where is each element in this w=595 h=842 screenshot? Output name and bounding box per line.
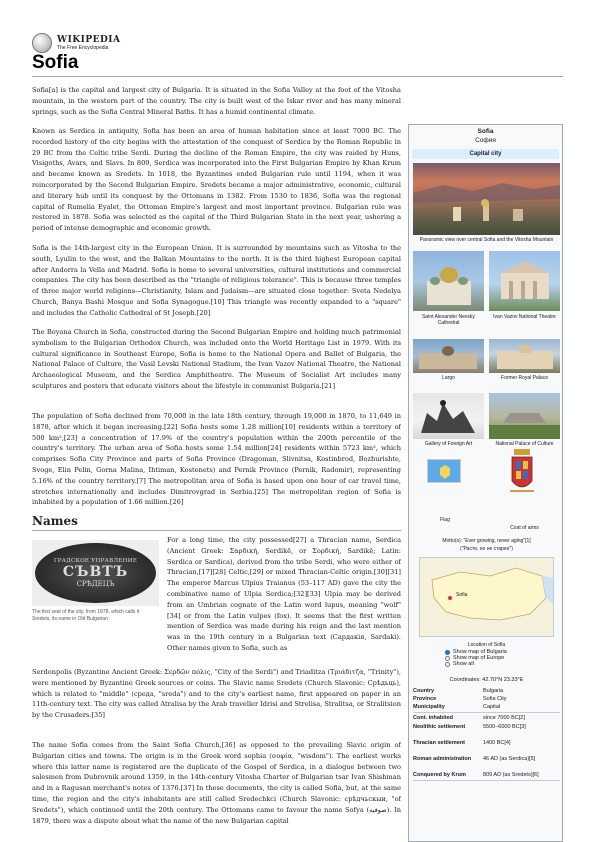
title-divider (32, 76, 563, 77)
radio-icon (445, 656, 450, 661)
gallery-svg (413, 393, 484, 439)
caption-largo: Largo (442, 375, 455, 381)
infobox-type-band: Capital city (412, 149, 559, 159)
infobox-row (413, 688, 560, 695)
infobox-row (413, 715, 560, 722)
infobox-row-value: since 7000 BC[2] (483, 715, 525, 721)
option-label: Show map of Bulgaria (453, 649, 507, 655)
map-caption: Location of Sofia (467, 642, 506, 648)
infobox-row (413, 756, 560, 763)
infobox-row-key: Neolithic settlement (413, 724, 466, 730)
intro-paragraph-2: Known as Serdica in antiquity, Sofia has been an area of human habitation since at least 7000 BC. The recorded history of the city begins with the attestation of the conquest of Serdica by the Roman Republic in 29 BC from the Celtic tribe Serdi. During the decline of the Roman Empire, the city was raided by Huns, Visigoths, Avars, and Slavs. In 809, Serdica was incorporated into the First Bulgarian Empire by Khan Krum and became known as Sredets. In 1018, the Byzantines ended Bulgarian rule until 1194, when it was reincorporated by the Second Bulgarian Empire. Sredets became a major administrative, economic, cultural and literary hub until its conquest by the Ottomans in 1382. From 1530 to 1836, Sofia was the regional capital of Rumelia Eyalet, the Ottoman Empire's largest and most important province. Bulgarian rule was restored in 1878. Sofia was selected as the capital of the Third Bulgarian State in the next year, ushering a period of intense demographic and economic growth. (32, 127, 401, 233)
infobox-row (413, 724, 560, 731)
map-options (445, 649, 507, 667)
vazov-svg (489, 251, 560, 311)
infobox-divider (413, 780, 560, 781)
infobox-row-value: 46 AD (as Serdica)[5] (483, 756, 536, 762)
caption-nevsky: Saint Alexander Nevsky Cathedral (422, 314, 475, 326)
option-show-all[interactable] (445, 661, 507, 667)
nevsky-photo[interactable] (413, 251, 484, 311)
caption-ndk: National Palace of Culture (495, 441, 554, 447)
logo-name: WIKIPEDIA (57, 34, 121, 45)
infobox-row-value: Capital (483, 704, 501, 710)
largo-photo[interactable] (413, 339, 484, 373)
names-paragraph-1: For a long time, the city possessed[27] a Thracian name, Serdica (Ancient Greek: Σαρδική, Serdikē, or Σορδική, Sardikē; Latin: Serdica or Sardica), derived from the tribe Serdi, who were either of Thracian,[17][28] Celtic,[29] or mixed Thracian-Celtic origin.[30][31] The emperor Marcus Ulpius Traianus (53–117 AD) gave the city the combinative name of Ulpia Serdica;[32][33] Ulpia may be derived from an Umbrian cognate of the Latin word lupus, meaning "wolf"[34] or from the Latin vulpes (fox). It seems that the first written mention of Serdica was made during his reign and the last mention was in the 19th century in a Bulgarian text (Сардакія, Sardaki). Other names given to Sofia, such as (167, 536, 401, 652)
seal-text-mid: СЪВТЪ (62, 564, 129, 580)
radio-icon (445, 662, 450, 667)
radio-icon (445, 650, 450, 655)
infobox-row-key: Municipality (413, 704, 445, 710)
infobox-row-key: Roman administration (413, 756, 472, 762)
caption-vazov: Ivan Vazov National Theatre (493, 314, 556, 320)
largo-svg (413, 339, 484, 373)
motto-native: ("Расте, но не старее") (460, 546, 513, 552)
infobox-row-value: 5500–6000 BC[3] (483, 724, 526, 730)
ndk-photo[interactable] (489, 393, 560, 439)
intro-paragraph-4: The Boyana Church in Sofia, constructed during the Second Bulgarian Empire and holding much patrimonial symbolism to the Bulgarian Orthodox Church, was included onto the World Heritage List in 1979. With its cultural significance in Southeast Europe, Sofia is home to the National Opera and Ballet of Bulgaria, the National Palace of Culture, the Vasil Levski National Stadium, the Ivan Vazov National Theatre, the National Archaeological Museum, and the Serdica Amphitheatre. The Museum of Socialist Art includes many sculptures and posters that educate visitors about the lifestyle in communist Bulgaria.[21] (32, 328, 401, 390)
panorama-photo[interactable] (413, 163, 560, 235)
infobox-row-key: Country (413, 688, 435, 694)
palace-photo[interactable] (489, 339, 560, 373)
infobox-divider (413, 712, 560, 713)
infobox (408, 124, 563, 842)
infobox-row (413, 704, 560, 711)
nevsky-svg (413, 251, 484, 311)
seal-text-top: ГРАДСКОЕ УПРАВЛЕНИЕ (53, 558, 138, 564)
caption-panorama: Panoramic view over central Sofia and the Vitosha Mountain (419, 237, 554, 243)
infobox-row-value: 1400 BC[4] (483, 740, 511, 746)
seal-caption: The first seal of the city, from 1878, which calls it Sredets, its name in Old Bulgarian (32, 609, 140, 622)
caption-gallery: Gallery of Foreign Art (424, 441, 473, 447)
coat-of-arms-image[interactable] (508, 447, 536, 503)
infobox-row-key: Cont. inhabited (413, 715, 454, 721)
coat-of-arms-icon (508, 447, 536, 503)
caption-flag: Flag (440, 517, 450, 523)
seal-image[interactable] (32, 540, 159, 606)
map-svg (420, 558, 554, 637)
infobox-native-name: София (475, 137, 496, 144)
seal-text-bot: СРѢДЕЦЪ (76, 580, 115, 588)
names-paragraph-1b: Serdonpolis (Byzantine Ancient Greek: Σερδῶν πόλις, "City of the Serdi") and Triaditza (Τριάδιτζα, "Trinity"), were mentioned by Byzantine Greek sources or coins. The Slavic name Sredets (Church Slavonic: Срѣдьць), which is related to "middle" (среда, "sreda") and to the city's earliest name, first appeared on paper in an 11th-century text. The city was called Atralisa by the Arab traveller Idrisi and Strelisa, Stralitsa, or Stralitsion by the Crusaders.[35] (32, 668, 401, 720)
location-map[interactable] (419, 557, 554, 637)
ndk-svg (489, 393, 560, 439)
intro-section (32, 85, 401, 517)
infobox-row-key: Thracian settlement (413, 740, 465, 746)
infobox-row-key: Province (413, 696, 437, 702)
option-label: Show map of Europe (453, 655, 505, 661)
flag-svg (428, 460, 461, 483)
wikipedia-logo[interactable] (32, 32, 120, 54)
infobox-row-value: Sofia City (483, 696, 507, 702)
seal-figure[interactable] (32, 540, 159, 623)
logo-sub: The Free Encyclopedia (57, 44, 109, 51)
flag-image[interactable] (427, 459, 461, 483)
intro-paragraph-5: The population of Sofia declined from 70,000 in the late 18th century, through 19,000 in 1870, to 11,649 in 1878, after which it began increasing.[22] Sofia hosts some 1.28 million[10] residents within a territory of 500 km²,[23] a concentration of 17.9% of the country's population within the 200th percentile of the country's territory. The urban area of Sofia hosts some 1.54 million[24] residents within 5723 km², which comprises Sofia City Province and parts of Sofia Province (Dragoman, Slivnitsa, Kostinbrod, Bozhurishte, Svoge, Elin Pelin, Gorna Malina, Ihtiman, Kostenets) and Pernik Province (Pernik, Radomir), representing 5.16% of the country territory.[7] The metropolitan area of Sofia is based upon one hour of car travel time, stretches internationally and includes Dimitrovgrad in Serbia.[25] The metropolitan region of Sofia is inhabited by a population of 1.66 million.[26] (32, 412, 401, 507)
vazov-photo[interactable] (489, 251, 560, 311)
infobox-row (413, 740, 560, 747)
names-paragraph-2: The name Sofia comes from the Saint Sofia Church,[36] as opposed to the prevailing Slavic origin of Bulgarian cities and towns. The origin is in the Greek word sophia (σοφία, "wisdom"). The earliest works where this latter name is registered are the duplicate of the Gospel of Serdica, in a dialogue between two salesmen from Dubrovnik around 1359, in the 14th-century Vitosha Charter of Bulgarian tsar Ivan Shishman and in a Ragusan merchant's notes of 1376.[37] In these documents, the city is called Sofia, but, at the same time, the region and the city's inhabitants are still called Sredechkci (Church Slavonic: срѣдчьскыи, "of Sredets"), which continued until the 20th century. The Ottomans came to favour the name Sofya (صوفيه). In 1879, there was a dispute about what the name of the new Bulgarian capital (32, 741, 401, 825)
intro-paragraph-1: Sofia[a] is the capital and largest city of Bulgaria. It is situated in the Sofia Valley at the foot of the Vitosha mountain, in the western part of the country. The city is built west of the Iskar river and has many mineral springs, such as the Sofia Central Mineral Baths. It has a humid continental climate. (32, 86, 401, 116)
infobox-row-value: Bulgaria (483, 688, 504, 694)
intro-paragraph-3: Sofia is the 14th-largest city in the European Union. It is surrounded by mountains such as Vitosha to the south, Lyulin to the west, and the Balkan Mountains to the north. It is the third highest European capital after Andorra la Vella and Madrid. Sofia is home to several universities, cultural institutions and commercial companies. The city has been described as the "triangle of religious tolerance". This is because three temples of three major world religions—Christianity, Islam and Judaism—are situated close together: Sveta Nedelya Church, Banya Bashi Mosque and Sofia Synagogue.[10] This triangle was recently expanded to a "square" and includes the Catholic Cathedral of St Joseph.[20] (32, 244, 401, 317)
infobox-row (413, 772, 560, 779)
palace-svg (489, 339, 560, 373)
map-label: Sofia (456, 592, 468, 598)
caption-palace: Former Royal Palace (501, 375, 548, 381)
infobox-row-key: Conquered by Krum (413, 772, 466, 778)
caption-coat: Coat of arms (510, 525, 539, 531)
infobox-row (413, 696, 560, 703)
motto: Motto(s): "Ever growing, never aging"[1] (442, 538, 531, 544)
names-heading: Names (32, 514, 401, 531)
gallery-photo[interactable] (413, 393, 484, 439)
panorama-svg (413, 163, 560, 235)
coordinates[interactable]: Coordinates: 42.70°N 23.33°E (449, 677, 524, 683)
page-title: Sofia (32, 52, 79, 73)
infobox-title: Sofia (477, 128, 494, 135)
wikipedia-globe-icon (32, 33, 52, 53)
option-label: Show all (453, 661, 474, 667)
infobox-row-value: 809 AD (as Sredets)[6] (483, 772, 539, 778)
seal-icon (35, 543, 156, 603)
logo-text (57, 36, 120, 51)
